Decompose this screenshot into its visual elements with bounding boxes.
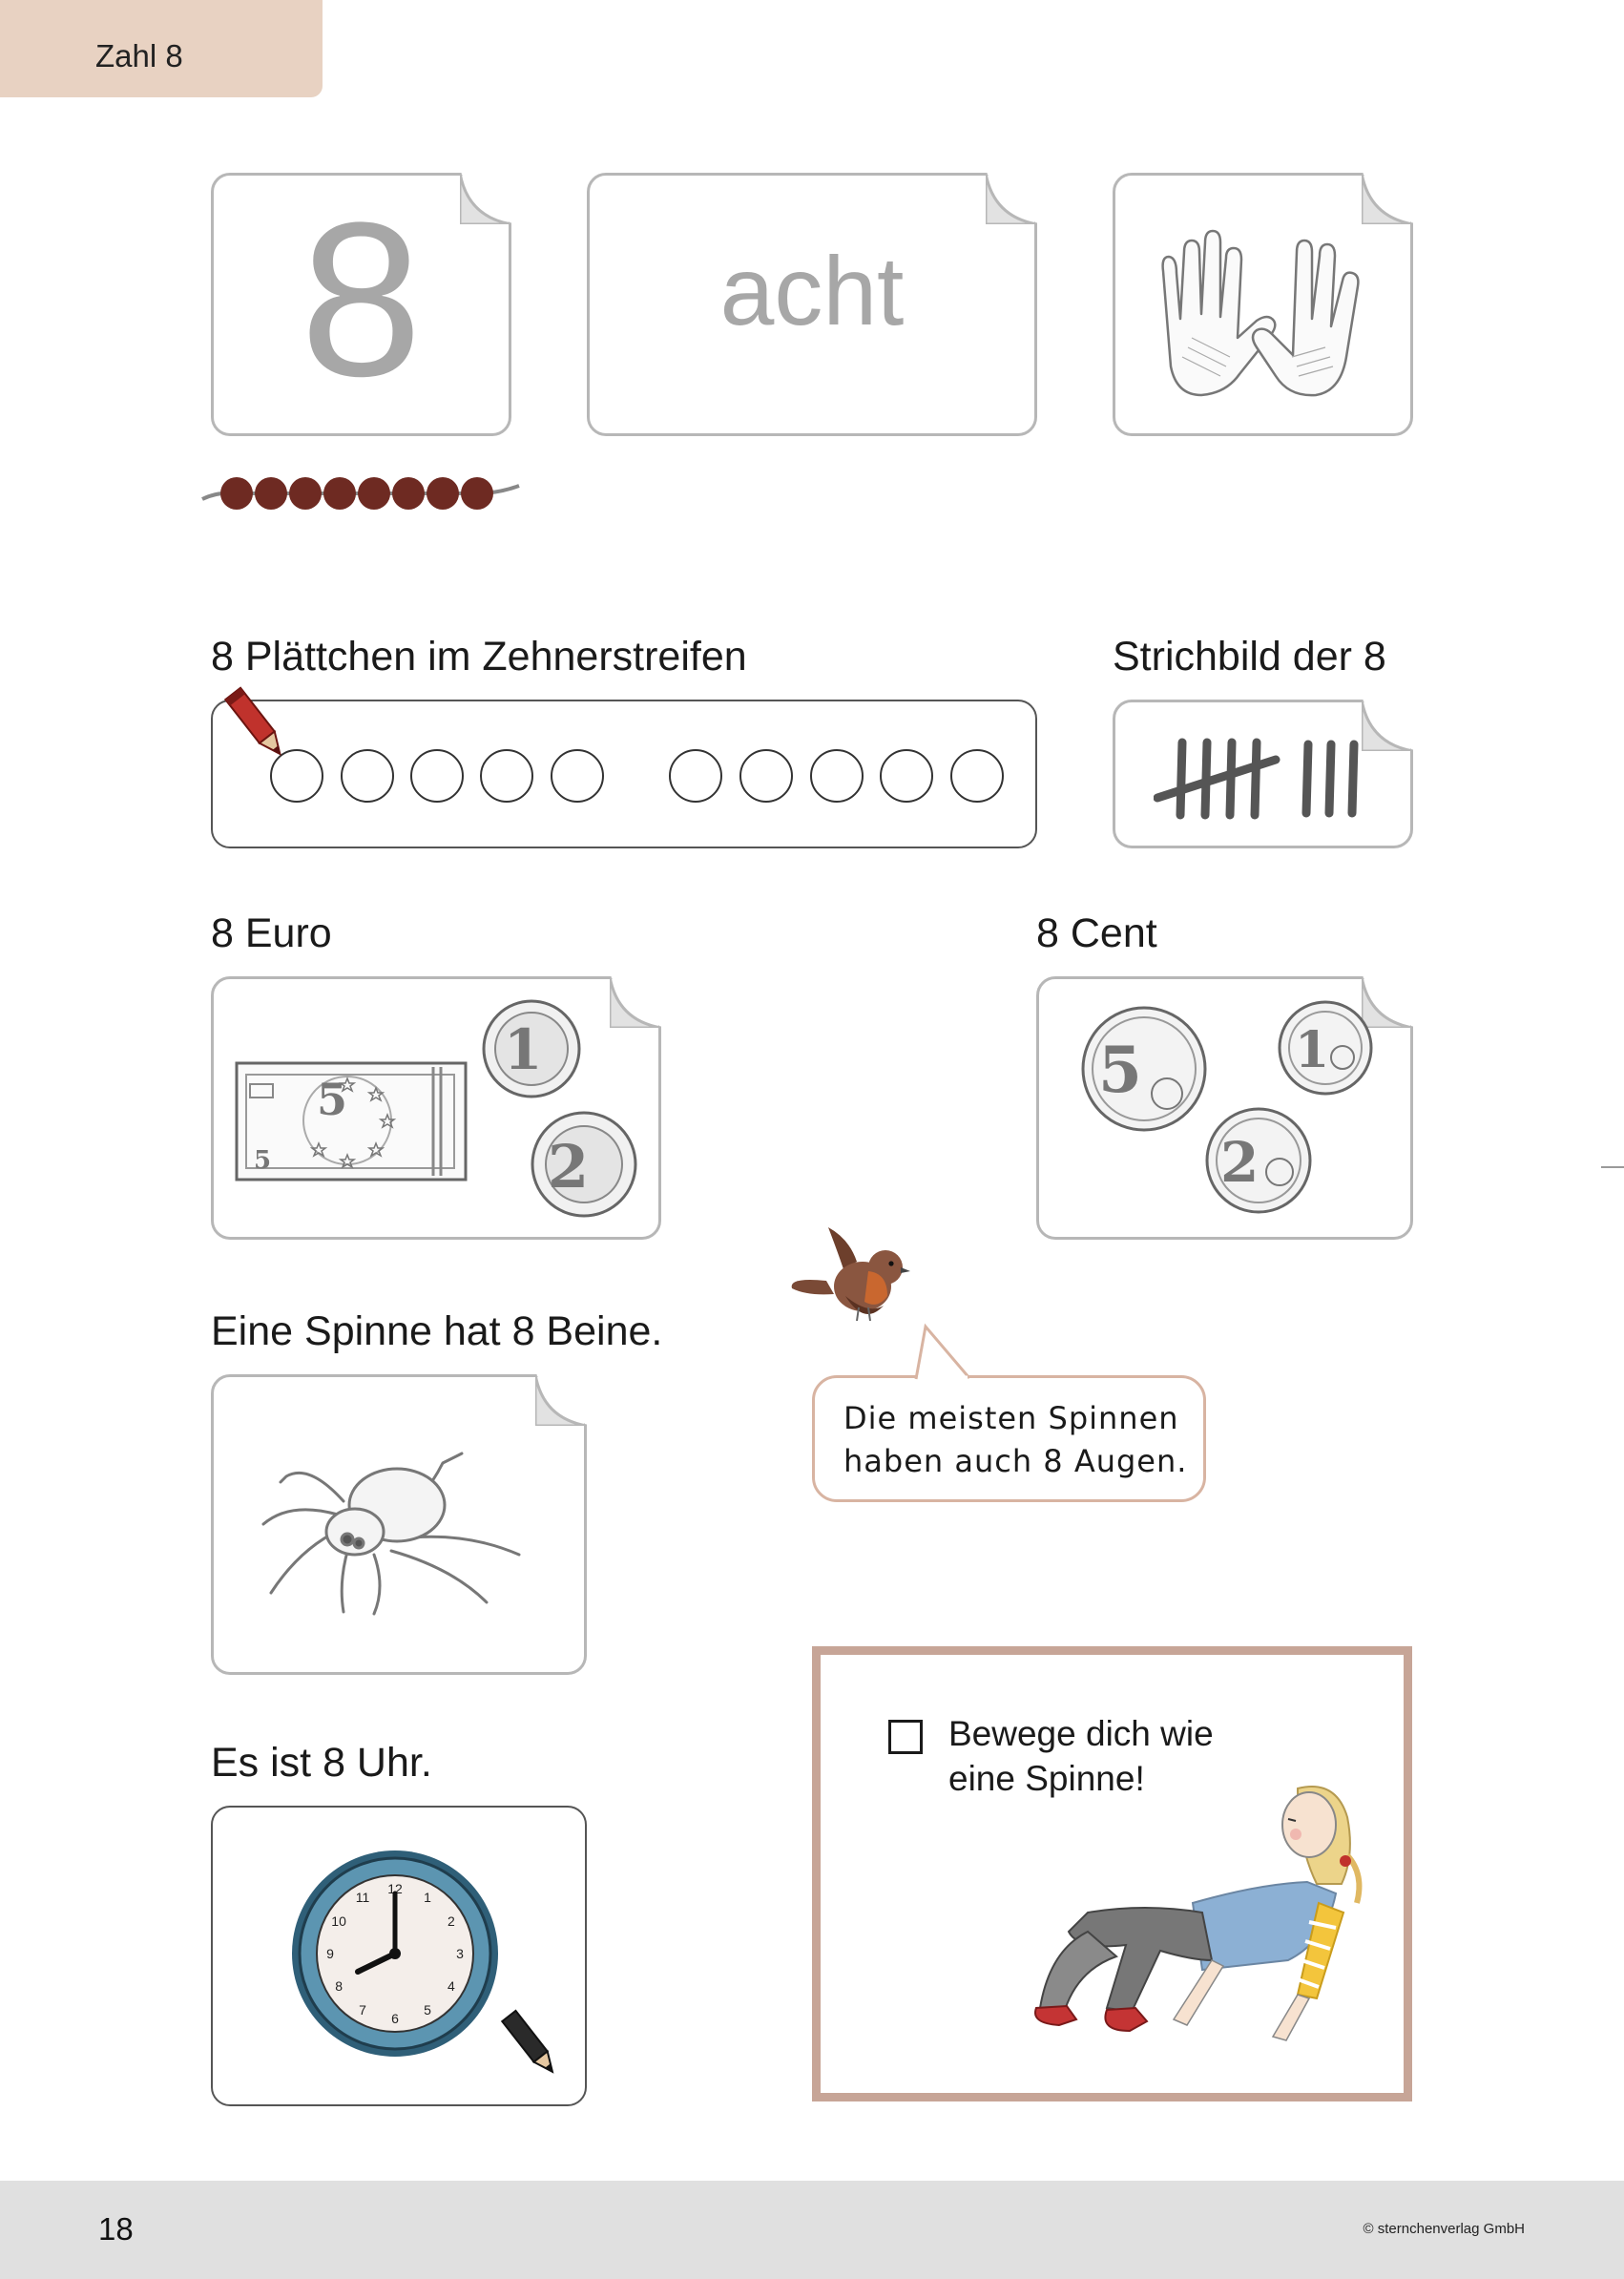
clock-numeral: 2 [448,1913,455,1929]
bead [358,477,390,510]
spider-card [211,1374,587,1675]
chapter-title: Zahl 8 [95,38,183,73]
page-number: 18 [98,2211,134,2247]
clock-card [211,1806,587,2106]
counter-slot [670,750,721,802]
exercise-box [812,1646,1412,2101]
clock-numeral: 1 [424,1890,431,1906]
page-fold-icon [986,173,1037,224]
robin-bird-icon [788,1214,916,1338]
clock-icon [287,1846,503,2061]
hands-eight-fingers-icon [1135,214,1392,424]
counter-slot [481,750,532,802]
coin-value: 2 [548,1132,590,1202]
coin-value: 2 [1220,1130,1260,1195]
counter-slot [740,750,792,802]
exercise-text: Bewege dich wie eine Spinne! [948,1714,1214,1798]
coin-two-cent [1203,1105,1314,1216]
counter-slot [881,750,932,802]
banknote-five-euro [233,1056,471,1189]
red-pencil-icon [223,685,292,765]
uhr-heading: Es ist 8 Uhr. [211,1740,432,1786]
euro-heading: 8 Euro [211,910,332,956]
page-fold-icon [610,976,661,1028]
number-word: acht [719,237,905,345]
coin-value: 5 [1098,1033,1142,1107]
spider-icon [252,1425,538,1616]
clock-numeral: 6 [391,2011,399,2026]
bead [289,477,322,510]
speech-bubble [812,1375,1206,1502]
bead [392,477,425,510]
counter-slot [811,750,863,802]
banknote-value-small: 5 [254,1146,272,1175]
cent-card [1036,976,1413,1240]
coin-two-euro [529,1109,639,1220]
zehnerstreifen-heading: 8 Plättchen im Zehnerstreifen [211,634,747,680]
counter-slot [552,750,603,802]
big-digit: 8 [300,177,423,422]
clock-numeral: 10 [331,1913,346,1929]
cent-heading: 8 Cent [1036,910,1157,956]
zehnerstreifen-card [211,700,1037,848]
clock-numeral: 5 [424,2001,431,2018]
spinne-heading: Eine Spinne hat 8 Beine. [211,1308,663,1354]
bead-string [198,470,521,518]
page-fold-icon [535,1374,587,1426]
banknote-value: 5 [317,1074,348,1125]
coin-value: 1 [504,1017,543,1082]
clock-numeral: 9 [326,1946,334,1961]
strichbild-card [1113,700,1413,848]
coin-five-cent [1077,1002,1211,1136]
black-pencil-icon [499,2008,566,2084]
clock-numeral: 4 [448,1978,455,1994]
bead [427,477,459,510]
page-footer [0,2181,1624,2279]
speech-bubble-tail [914,1323,981,1380]
copyright-text: © sternchenverlag GmbH [1363,2221,1525,2237]
coin-one-cent [1276,998,1375,1098]
speech-bubble-text: Die meisten Spinnen haben auch 8 Augen. [843,1400,1188,1479]
coin-one-euro [479,996,584,1101]
tally-marks-eight [1154,731,1383,826]
bead [220,477,253,510]
bead [461,477,493,510]
word-card [587,173,1037,436]
clock-numeral: 8 [335,1978,343,1994]
counter-slot [342,750,393,802]
clock-numeral: 12 [387,1881,403,1896]
coin-value: 1 [1295,1021,1330,1079]
clock-numeral: 11 [355,1890,370,1906]
margin-mark [1601,1166,1624,1168]
bead [323,477,356,510]
girl-crab-walk-illustration [973,1769,1393,2084]
euro-card [211,976,661,1240]
counter-slot [411,750,463,802]
hands-card [1113,173,1413,436]
chapter-tab [0,0,323,97]
clock-numeral: 7 [359,2001,366,2018]
strichbild-heading: Strichbild der 8 [1113,634,1386,680]
exercise-checkbox[interactable] [888,1720,923,1754]
clock-numeral: 3 [456,1946,464,1961]
bead [255,477,287,510]
ten-frame-circles[interactable] [213,701,1039,850]
digit-card [211,173,511,436]
counter-slot [951,750,1003,802]
